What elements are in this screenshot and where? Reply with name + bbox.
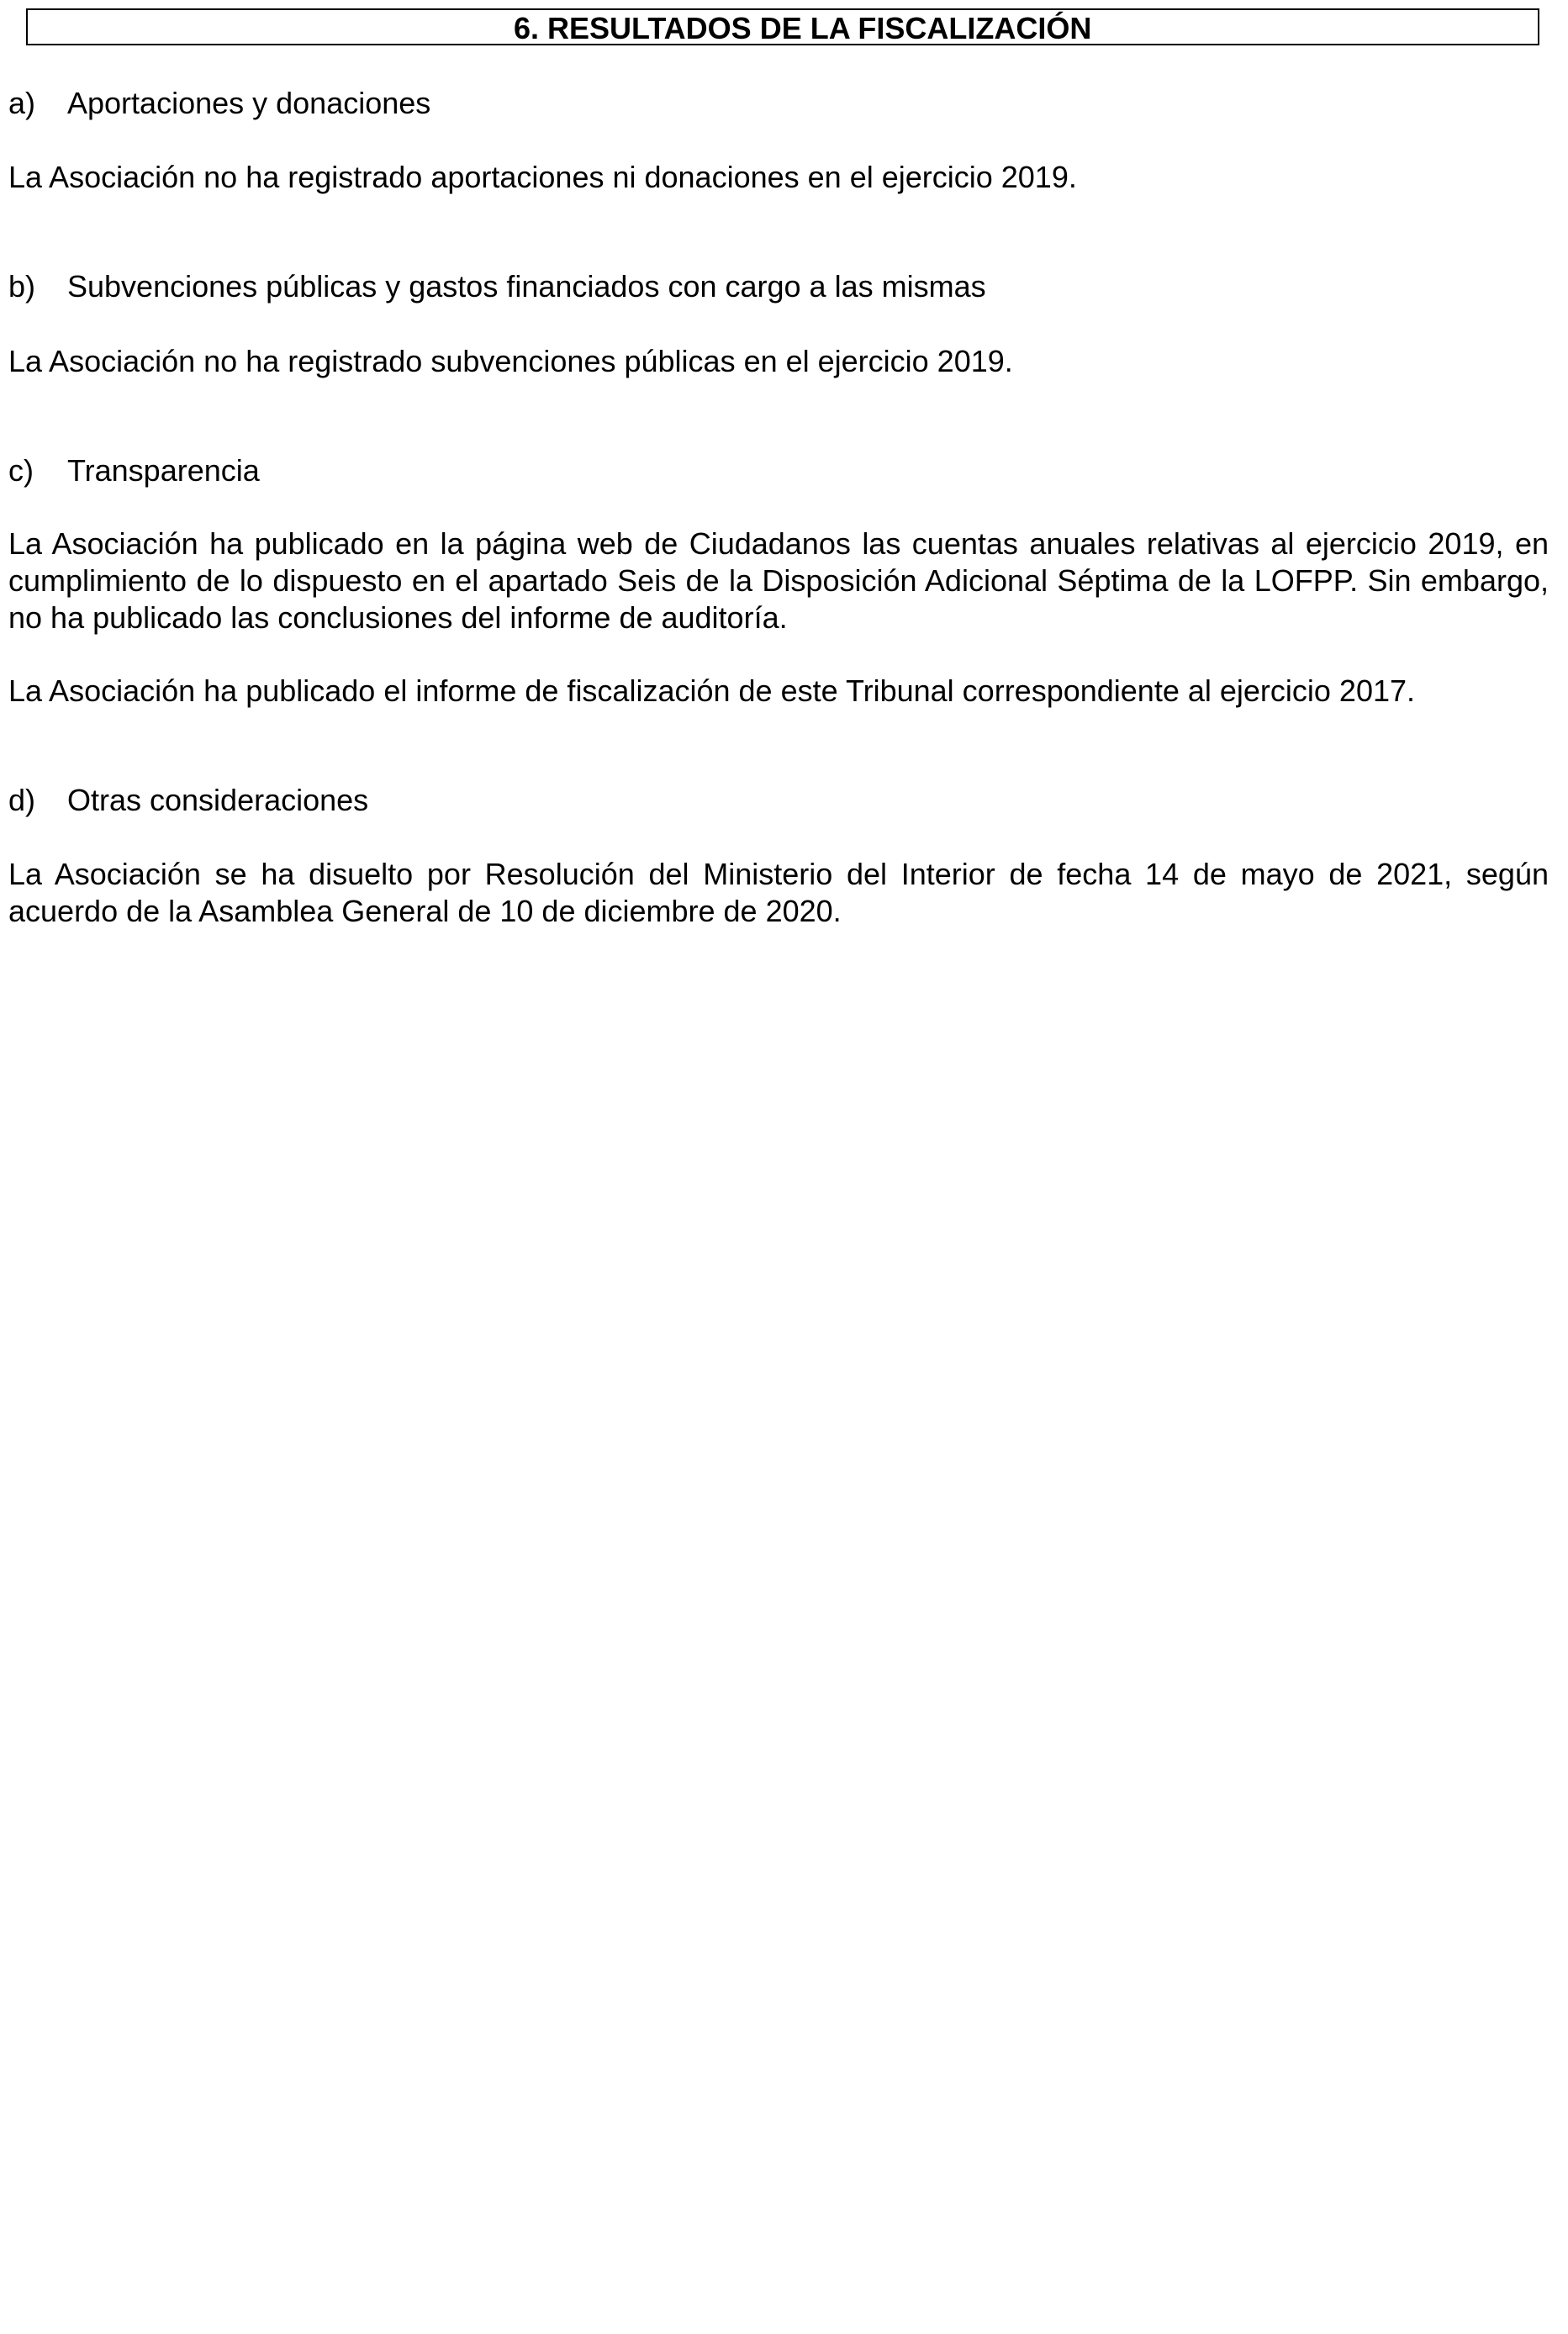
section-letter: b) — [8, 269, 36, 304]
section-heading-text: Subvenciones públicas y gastos financiados con cargo a las mismas — [67, 269, 986, 304]
section-heading-text: Transparencia — [67, 453, 260, 488]
section-heading-a — [8, 85, 430, 122]
paragraph: La Asociación no ha registrado aportaciones ni donaciones en el ejercicio 2019. — [8, 160, 1077, 194]
paragraph: La Asociación se ha disuelto por Resolución del Ministerio del Interior de fecha 14 de mayo de 2021, según acuerdo de la Asamblea General de 10 de diciembre de 2020. — [8, 857, 1549, 928]
section-letter: a) — [8, 86, 36, 120]
paragraph: La Asociación no ha registrado subvenciones públicas en el ejercicio 2019. — [8, 344, 1013, 378]
paragraph: La Asociación ha publicado el informe de fiscalización de este Tribunal correspondiente al ejercicio 2017. — [8, 673, 1416, 708]
section-heading-c — [8, 452, 260, 489]
section-title-box — [26, 8, 1539, 45]
section-heading-d — [8, 782, 368, 819]
section-heading-text: Otras consideraciones — [67, 783, 369, 817]
section-heading-text: Aportaciones y donaciones — [67, 86, 431, 120]
page-title: 6. RESULTADOS DE LA FISCALIZACIÓN — [514, 11, 1092, 45]
paragraph: La Asociación ha publicado en la página web de Ciudadanos las cuentas anuales relativas al ejercicio 2019, en cumplimiento de lo dispuesto en el apartado Seis de la Disposición Adicional Séptima de la LOFPP. Sin embargo, no ha publicado las conclusiones del informe de auditoría. — [8, 526, 1549, 635]
section-letter: d) — [8, 783, 36, 817]
section-heading-b — [8, 268, 986, 305]
section-letter: c) — [8, 453, 34, 488]
